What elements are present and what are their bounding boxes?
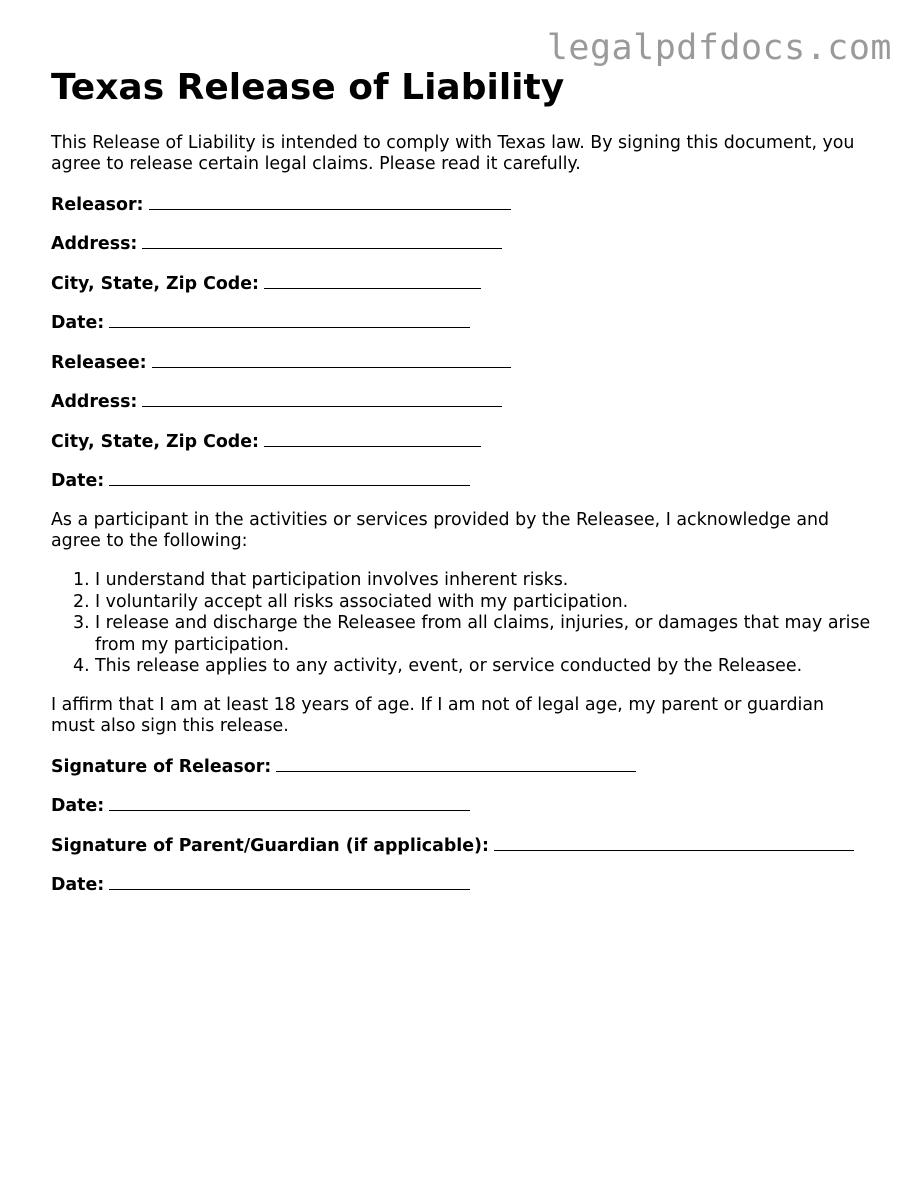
releasor-city-input-line[interactable] [264, 273, 481, 289]
releasee-address-label: Address: [51, 392, 138, 412]
releasor-field [51, 194, 511, 216]
list-item [51, 656, 871, 678]
list-item-number: 1. [73, 570, 90, 590]
affirmation-paragraph: I affirm that I am at least 18 years of age. If I am not of legal age, my parent or guardian must also sign this release. [51, 695, 825, 736]
guardian-signature-date-label: Date: [51, 875, 105, 895]
releasor-signature-input-line[interactable] [276, 756, 636, 772]
releasor-signature-date-field [51, 795, 470, 817]
releasor-address-input-line[interactable] [142, 233, 502, 249]
releasee-address-field [51, 391, 502, 413]
releasor-input-line[interactable] [149, 194, 511, 210]
guardian-signature-input-line[interactable] [494, 835, 854, 851]
list-item-text: This release applies to any activity, event, or service conducted by the Releasee. [95, 656, 803, 676]
list-item-text: I release and discharge the Releasee from all claims, injuries, or damages that may arise from my participation. [95, 613, 871, 655]
watermark: legalpdfdocs.com [546, 28, 892, 68]
releasor-city-field [51, 273, 481, 295]
list-item-number: 4. [73, 656, 90, 676]
releasee-date-label: Date: [51, 471, 105, 491]
list-item [51, 592, 871, 614]
releasee-label: Releasee: [51, 353, 147, 373]
releasor-signature-date-input-line[interactable] [109, 795, 470, 811]
releasee-input-line[interactable] [152, 352, 511, 368]
releasor-date-input-line[interactable] [109, 312, 470, 328]
releasee-field [51, 352, 511, 374]
list-item [51, 570, 871, 592]
acknowledgement-list [51, 570, 871, 678]
list-item [51, 613, 871, 656]
releasee-address-input-line[interactable] [142, 391, 502, 407]
releasor-signature-field [51, 756, 636, 778]
releasor-date-label: Date: [51, 313, 105, 333]
list-item-number: 3. [73, 613, 90, 633]
releasee-city-label: City, State, Zip Code: [51, 432, 260, 452]
releasor-signature-label: Signature of Releasor: [51, 757, 272, 777]
guardian-signature-date-field [51, 874, 470, 896]
releasor-address-field [51, 233, 502, 255]
acknowledge-intro-paragraph: As a participant in the activities or services provided by the Releasee, I acknowledge and agree to the following: [51, 510, 830, 551]
guardian-signature-label: Signature of Parent/Guardian (if applicable): [51, 836, 489, 856]
list-item-text: I voluntarily accept all risks associated with my participation. [95, 591, 629, 612]
releasor-label: Releasor: [51, 195, 144, 215]
releasor-city-label: City, State, Zip Code: [51, 274, 260, 294]
guardian-signature-field [51, 835, 854, 857]
releasee-city-field [51, 431, 481, 453]
releasor-address-label: Address: [51, 234, 138, 254]
guardian-signature-date-input-line[interactable] [109, 874, 470, 890]
releasor-date-field [51, 312, 470, 334]
intro-paragraph: This Release of Liability is intended to comply with Texas law. By signing this document, you agree to release certain legal claims. Please read it carefully. [51, 133, 855, 174]
releasor-signature-date-label: Date: [51, 796, 105, 816]
list-item-number: 2. [73, 591, 90, 612]
releasee-date-input-line[interactable] [109, 470, 470, 486]
releasee-date-field [51, 470, 470, 492]
releasee-city-input-line[interactable] [264, 431, 481, 447]
list-item-text: I understand that participation involves inherent risks. [95, 570, 569, 590]
page-title: Texas Release of Liability [51, 67, 565, 108]
